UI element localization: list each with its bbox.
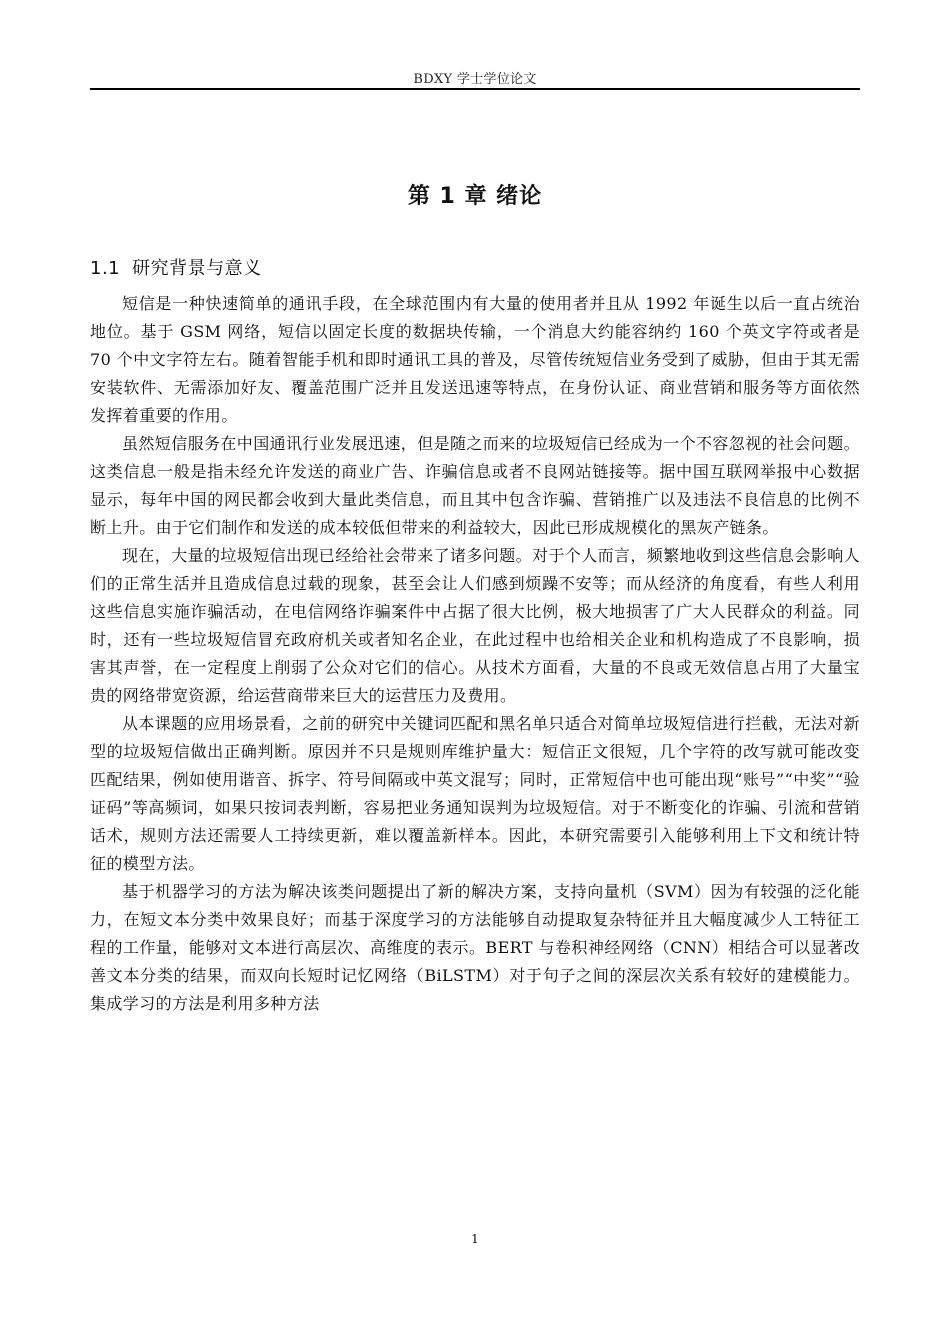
section-heading: [90, 254, 262, 280]
paragraph: 短信是一种快速简单的通讯手段，在全球范围内有大量的使用者并且从 1992 年诞生以后一直占统治地位。基于 GSM 网络，短信以固定长度的数据块传输，一个消息大约能容纳约 160 个英文字符或者是 70 个中文字符左右。随着智能手机和即时通讯工具的普及，尽管传统短信业务受到了威胁，但由于其无需安装软件、无需添加好友、覆盖范围广泛并且发送迅速等特点，在身份认证、商业营销和服务等方面依然发挥着重要的作用。: [90, 294, 860, 425]
page-number: 1: [471, 1232, 479, 1246]
paragraph: 基于机器学习的方法为解决该类问题提出了新的解决方案，支持向量机（SVM）因为有较强的泛化能力，在短文本分类中效果良好；而基于深度学习的方法能够自动提取复杂特征并且大幅度减少人工特征工程的工作量，能够对文本进行高层次、高维度的表示。BERT 与卷积神经网络（CNN）相结合可以显著改善文本分类的结果，而双向长短时记忆网络（BiLSTM）对于句子之间的深层次关系有较好的建模能力。集成学习的方法是利用多种方法: [90, 882, 860, 1013]
section-title: 研究背景与意义: [132, 258, 262, 279]
body-text: [90, 290, 860, 1018]
paragraph: 虽然短信服务在中国通讯行业发展迅速，但是随之而来的垃圾短信已经成为一个不容忽视的社会问题。这类信息一般是指未经允许发送的商业广告、诈骗信息或者不良网站链接等。据中国互联网举报中心数据显示，每年中国的网民都会收到大量此类信息，而且其中包含诈骗、营销推广以及违法不良信息的比例不断上升。由于它们制作和发送的成本较低但带来的利益较大，因此已形成规模化的黑灰产链条。: [90, 434, 861, 537]
paragraph: 从本课题的应用场景看，之前的研究中关键词匹配和黑名单只适合对简单垃圾短信进行拦截，无法对新型的垃圾短信做出正确判断。原因并不只是规则库维护量大：短信正文很短，几个字符的改写就可能改变匹配结果，例如使用谐音、拆字、符号间隔或中英文混写；同时，正常短信中也可能出现“账号”“中奖”“验证码”等高频词，如果只按词表判断，容易把业务通知误判为垃圾短信。对于不断变化的诈骗、引流和营销话术，规则方法还需要人工持续更新，难以覆盖新样本。因此，本研究需要引入能够利用上下文和统计特征的模型方法。: [90, 714, 861, 873]
paragraph: 现在，大量的垃圾短信出现已经给社会带来了诸多问题。对于个人而言，频繁地收到这些信息会影响人们的正常生活并且造成信息过载的现象，甚至会让人们感到烦躁不安等；而从经济的角度看，有些人利用这些信息实施诈骗活动，在电信网络诈骗案件中占据了很大比例，极大地损害了广大人民群众的利益。同时，还有一些垃圾短信冒充政府机关或者知名企业，在此过程中也给相关企业和机构造成了不良影响，损害其声誉，在一定程度上削弱了公众对它们的信心。从技术方面看，大量的不良或无效信息占用了大量宝贵的网络带宽资源，给运营商带来巨大的运营压力及费用。: [90, 546, 861, 705]
running-header: BDXY 学士学位论文: [413, 72, 537, 87]
section-number: 1.1: [90, 258, 121, 279]
header-divider: [90, 88, 860, 90]
chapter-title: 第 1 章 绪论: [407, 184, 543, 209]
